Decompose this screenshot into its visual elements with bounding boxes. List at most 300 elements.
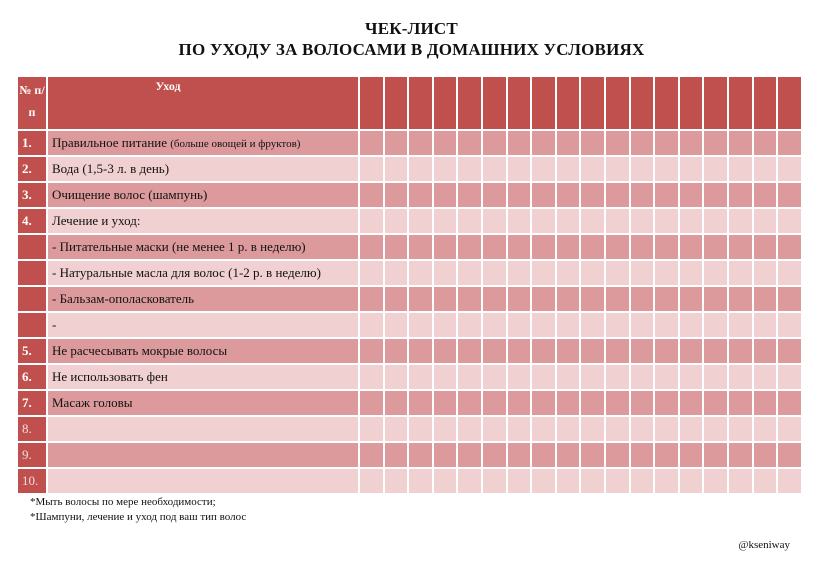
checkbox-cell[interactable] (360, 287, 383, 311)
checkbox-cell[interactable] (458, 287, 481, 311)
checkbox-cell[interactable] (778, 417, 801, 441)
checkbox-cell[interactable] (778, 157, 801, 181)
checkbox-cell[interactable] (409, 339, 432, 363)
checkbox-cell[interactable] (385, 287, 408, 311)
checkbox-cell[interactable] (360, 443, 383, 467)
care-item-text: Правильное питание (52, 135, 168, 150)
checkbox-cell[interactable] (508, 469, 531, 493)
checkbox-cell[interactable] (532, 469, 555, 493)
checkbox-cell[interactable] (360, 235, 383, 259)
checkbox-cell[interactable] (680, 469, 703, 493)
checkbox-cell[interactable] (655, 157, 678, 181)
checkbox-cell[interactable] (360, 391, 383, 415)
checkbox-cell[interactable] (631, 287, 654, 311)
checkbox-cell[interactable] (557, 131, 580, 155)
checkbox-cell[interactable] (557, 157, 580, 181)
checkbox-cell[interactable] (655, 287, 678, 311)
header-day-cell (385, 77, 408, 129)
checkbox-cell[interactable] (754, 235, 777, 259)
checkbox-cell[interactable] (729, 443, 752, 467)
checkbox-cell[interactable] (532, 417, 555, 441)
checkbox-cell[interactable] (655, 391, 678, 415)
checkbox-cell[interactable] (606, 469, 629, 493)
checkbox-cell[interactable] (458, 235, 481, 259)
checkbox-cell[interactable] (778, 235, 801, 259)
checkbox-cell[interactable] (483, 469, 506, 493)
checkbox-cell[interactable] (729, 365, 752, 389)
checkbox-cell[interactable] (606, 391, 629, 415)
title-line-2: ПО УХОДУ ЗА ВОЛОСАМИ В ДОМАШНИХ УСЛОВИЯХ (178, 40, 645, 59)
row-number: 5. (18, 339, 46, 363)
checkbox-cell[interactable] (385, 391, 408, 415)
checkbox-cell[interactable] (434, 339, 457, 363)
table-row (18, 339, 801, 363)
checkbox-cell[interactable] (458, 313, 481, 337)
checkbox-cell[interactable] (754, 157, 777, 181)
checkbox-cell[interactable] (729, 209, 752, 233)
checklist-table (16, 75, 803, 495)
checkbox-cell[interactable] (557, 443, 580, 467)
checkbox-cell[interactable] (655, 183, 678, 207)
checkbox-cell[interactable] (360, 183, 383, 207)
care-item-text: Вода (1,5-3 л. в день) (52, 161, 170, 176)
checkbox-cell[interactable] (458, 339, 481, 363)
checkbox-cell[interactable] (508, 313, 531, 337)
checkbox-cell[interactable] (631, 183, 654, 207)
checkbox-cell[interactable] (778, 469, 801, 493)
checkbox-cell[interactable] (729, 313, 752, 337)
checkbox-cell[interactable] (581, 183, 604, 207)
checkbox-cell[interactable] (655, 365, 678, 389)
checkbox-cell[interactable] (360, 157, 383, 181)
checkbox-cell[interactable] (778, 391, 801, 415)
checkbox-cell[interactable] (360, 313, 383, 337)
checkbox-cell[interactable] (606, 339, 629, 363)
checkbox-cell[interactable] (532, 235, 555, 259)
checkbox-cell[interactable] (483, 443, 506, 467)
care-item-note: (больше овощей и фруктов) (170, 138, 301, 150)
checkbox-cell[interactable] (704, 417, 727, 441)
checkbox-cell[interactable] (508, 157, 531, 181)
checkbox-cell[interactable] (680, 287, 703, 311)
checkbox-cell[interactable] (508, 209, 531, 233)
checkbox-cell[interactable] (754, 183, 777, 207)
checkbox-cell[interactable] (385, 443, 408, 467)
checkbox-cell[interactable] (409, 365, 432, 389)
checkbox-cell[interactable] (360, 469, 383, 493)
checkbox-cell[interactable] (508, 417, 531, 441)
checkbox-cell[interactable] (754, 209, 777, 233)
header-day-cell (434, 77, 457, 129)
header-day-cell (409, 77, 432, 129)
checkbox-cell[interactable] (729, 417, 752, 441)
footnotes (30, 495, 246, 525)
checkbox-cell[interactable] (409, 183, 432, 207)
checkbox-cell[interactable] (778, 365, 801, 389)
checkbox-cell[interactable] (680, 261, 703, 285)
checkbox-cell[interactable] (483, 131, 506, 155)
checkbox-cell[interactable] (434, 131, 457, 155)
checkbox-cell[interactable] (434, 261, 457, 285)
row-care-item (48, 157, 358, 181)
table-row (18, 157, 801, 181)
care-item-text: - (52, 317, 57, 332)
checkbox-cell[interactable] (581, 443, 604, 467)
checkbox-cell[interactable] (655, 443, 678, 467)
checkbox-cell[interactable] (458, 417, 481, 441)
checkbox-cell[interactable] (729, 183, 752, 207)
checkbox-cell[interactable] (778, 131, 801, 155)
checkbox-cell[interactable] (508, 365, 531, 389)
checkbox-cell[interactable] (778, 261, 801, 285)
checkbox-cell[interactable] (754, 391, 777, 415)
table-row (18, 131, 801, 155)
checkbox-cell[interactable] (434, 469, 457, 493)
header-day-cell (680, 77, 703, 129)
checkbox-cell[interactable] (385, 209, 408, 233)
checkbox-cell[interactable] (729, 261, 752, 285)
header-day-cell (483, 77, 506, 129)
checkbox-cell[interactable] (704, 287, 727, 311)
checkbox-cell[interactable] (409, 131, 432, 155)
checkbox-cell[interactable] (606, 235, 629, 259)
checkbox-cell[interactable] (483, 183, 506, 207)
row-care-item (48, 131, 358, 155)
checkbox-cell[interactable] (557, 365, 580, 389)
checkbox-cell[interactable] (434, 209, 457, 233)
checkbox-cell[interactable] (409, 417, 432, 441)
checkbox-cell[interactable] (680, 391, 703, 415)
checkbox-cell[interactable] (655, 209, 678, 233)
checkbox-cell[interactable] (483, 339, 506, 363)
checkbox-cell[interactable] (409, 313, 432, 337)
checkbox-cell[interactable] (606, 443, 629, 467)
checkbox-cell[interactable] (704, 469, 727, 493)
checkbox-cell[interactable] (360, 261, 383, 285)
checkbox-cell[interactable] (704, 261, 727, 285)
checkbox-cell[interactable] (557, 339, 580, 363)
checkbox-cell[interactable] (581, 131, 604, 155)
checkbox-cell[interactable] (409, 391, 432, 415)
checkbox-cell[interactable] (704, 313, 727, 337)
checkbox-cell[interactable] (655, 339, 678, 363)
checkbox-cell[interactable] (385, 235, 408, 259)
checkbox-cell[interactable] (360, 365, 383, 389)
checkbox-cell[interactable] (754, 469, 777, 493)
checkbox-cell[interactable] (631, 417, 654, 441)
table-row (18, 313, 801, 337)
table-header-row (18, 77, 801, 129)
header-day-cell (360, 77, 383, 129)
checkbox-cell[interactable] (434, 183, 457, 207)
checkbox-cell[interactable] (557, 417, 580, 441)
checkbox-cell[interactable] (458, 209, 481, 233)
checkbox-cell[interactable] (360, 131, 383, 155)
checkbox-cell[interactable] (631, 209, 654, 233)
checkbox-cell[interactable] (483, 157, 506, 181)
care-item-text: Очищение волос (шампунь) (52, 187, 208, 202)
checkbox-cell[interactable] (606, 365, 629, 389)
checkbox-cell[interactable] (581, 365, 604, 389)
checkbox-cell[interactable] (483, 261, 506, 285)
checkbox-cell[interactable] (458, 131, 481, 155)
row-care-item (48, 339, 358, 363)
checkbox-cell[interactable] (409, 469, 432, 493)
checkbox-cell[interactable] (458, 365, 481, 389)
checkbox-cell[interactable] (754, 417, 777, 441)
checkbox-cell[interactable] (434, 391, 457, 415)
checkbox-cell[interactable] (434, 313, 457, 337)
checkbox-cell[interactable] (409, 443, 432, 467)
checkbox-cell[interactable] (532, 391, 555, 415)
checkbox-cell[interactable] (581, 391, 604, 415)
checkbox-cell[interactable] (581, 235, 604, 259)
checkbox-cell[interactable] (508, 443, 531, 467)
care-item-text: - Натуральные масла для волос (1-2 р. в неделю) (52, 265, 321, 280)
checkbox-cell[interactable] (631, 157, 654, 181)
checkbox-cell[interactable] (729, 391, 752, 415)
checkbox-cell[interactable] (458, 261, 481, 285)
checkbox-cell[interactable] (631, 391, 654, 415)
checkbox-cell[interactable] (508, 131, 531, 155)
checkbox-cell[interactable] (581, 339, 604, 363)
checkbox-cell[interactable] (532, 313, 555, 337)
checkbox-cell[interactable] (557, 469, 580, 493)
checkbox-cell[interactable] (680, 157, 703, 181)
checkbox-cell[interactable] (631, 339, 654, 363)
checkbox-cell[interactable] (606, 157, 629, 181)
checkbox-cell[interactable] (557, 209, 580, 233)
checkbox-cell[interactable] (385, 313, 408, 337)
checkbox-cell[interactable] (532, 131, 555, 155)
checkbox-cell[interactable] (385, 183, 408, 207)
checkbox-cell[interactable] (655, 417, 678, 441)
checkbox-cell[interactable] (508, 391, 531, 415)
checkbox-cell[interactable] (606, 183, 629, 207)
table-row (18, 469, 801, 493)
checkbox-cell[interactable] (680, 365, 703, 389)
checkbox-cell[interactable] (434, 417, 457, 441)
row-care-item (48, 287, 358, 311)
checkbox-cell[interactable] (532, 157, 555, 181)
checkbox-cell[interactable] (532, 209, 555, 233)
checkbox-cell[interactable] (631, 443, 654, 467)
checkbox-cell[interactable] (606, 417, 629, 441)
checkbox-cell[interactable] (483, 313, 506, 337)
checkbox-cell[interactable] (458, 157, 481, 181)
checkbox-cell[interactable] (532, 339, 555, 363)
checkbox-cell[interactable] (409, 287, 432, 311)
checkbox-cell[interactable] (557, 183, 580, 207)
checkbox-cell[interactable] (581, 261, 604, 285)
row-care-item (48, 365, 358, 389)
checkbox-cell[interactable] (680, 209, 703, 233)
checkbox-cell[interactable] (655, 261, 678, 285)
checkbox-cell[interactable] (483, 365, 506, 389)
checkbox-cell[interactable] (631, 313, 654, 337)
checkbox-cell[interactable] (385, 339, 408, 363)
checkbox-cell[interactable] (409, 261, 432, 285)
checkbox-cell[interactable] (729, 131, 752, 155)
checkbox-cell[interactable] (360, 417, 383, 441)
care-item-text: Не использовать фен (52, 369, 168, 384)
footnote-2: *Шампуни, лечение и уход под ваш тип волос (30, 511, 247, 523)
checkbox-cell[interactable] (581, 209, 604, 233)
checkbox-cell[interactable] (606, 261, 629, 285)
checkbox-cell[interactable] (458, 443, 481, 467)
checkbox-cell[interactable] (680, 443, 703, 467)
checkbox-cell[interactable] (631, 235, 654, 259)
checkbox-cell[interactable] (557, 287, 580, 311)
checkbox-cell[interactable] (655, 235, 678, 259)
row-care-item (48, 391, 358, 415)
checkbox-cell[interactable] (680, 235, 703, 259)
checkbox-cell[interactable] (704, 131, 727, 155)
checkbox-cell[interactable] (704, 209, 727, 233)
checkbox-cell[interactable] (581, 313, 604, 337)
row-number: 10. (18, 469, 46, 493)
checkbox-cell[interactable] (729, 339, 752, 363)
checkbox-cell[interactable] (483, 287, 506, 311)
checkbox-cell[interactable] (532, 183, 555, 207)
checkbox-cell[interactable] (360, 209, 383, 233)
checkbox-cell[interactable] (704, 183, 727, 207)
table-row (18, 417, 801, 441)
checkbox-cell[interactable] (557, 391, 580, 415)
checkbox-cell[interactable] (385, 157, 408, 181)
checkbox-cell[interactable] (360, 339, 383, 363)
checkbox-cell[interactable] (581, 287, 604, 311)
header-day-cell (532, 77, 555, 129)
checkbox-cell[interactable] (754, 339, 777, 363)
row-number (18, 313, 46, 337)
checkbox-cell[interactable] (606, 131, 629, 155)
checkbox-cell[interactable] (532, 261, 555, 285)
checkbox-cell[interactable] (704, 339, 727, 363)
author-signature: @kseniway (738, 539, 790, 551)
checkbox-cell[interactable] (434, 157, 457, 181)
checkbox-cell[interactable] (508, 183, 531, 207)
checkbox-cell[interactable] (704, 443, 727, 467)
header-day-cell (581, 77, 604, 129)
row-care-item (48, 313, 358, 337)
checkbox-cell[interactable] (508, 261, 531, 285)
checkbox-cell[interactable] (729, 469, 752, 493)
checkbox-cell[interactable] (778, 209, 801, 233)
row-care-item (48, 235, 358, 259)
checkbox-cell[interactable] (754, 261, 777, 285)
checkbox-cell[interactable] (532, 287, 555, 311)
checkbox-cell[interactable] (754, 131, 777, 155)
checkbox-cell[interactable] (385, 365, 408, 389)
checkbox-cell[interactable] (680, 313, 703, 337)
checkbox-cell[interactable] (508, 339, 531, 363)
checkbox-cell[interactable] (385, 261, 408, 285)
row-number (18, 287, 46, 311)
checkbox-cell[interactable] (606, 287, 629, 311)
checkbox-cell[interactable] (508, 235, 531, 259)
row-care-item (48, 183, 358, 207)
checkbox-cell[interactable] (557, 313, 580, 337)
checkbox-cell[interactable] (704, 365, 727, 389)
checkbox-cell[interactable] (631, 131, 654, 155)
row-care-item (48, 417, 358, 441)
checkbox-cell[interactable] (754, 365, 777, 389)
checkbox-cell[interactable] (385, 131, 408, 155)
checkbox-cell[interactable] (754, 443, 777, 467)
checkbox-cell[interactable] (483, 417, 506, 441)
checkbox-cell[interactable] (680, 183, 703, 207)
checkbox-cell[interactable] (754, 313, 777, 337)
checkbox-cell[interactable] (778, 443, 801, 467)
checkbox-cell[interactable] (606, 313, 629, 337)
checkbox-cell[interactable] (409, 157, 432, 181)
checkbox-cell[interactable] (655, 131, 678, 155)
checkbox-cell[interactable] (557, 235, 580, 259)
checkbox-cell[interactable] (655, 469, 678, 493)
checkbox-cell[interactable] (434, 365, 457, 389)
checkbox-cell[interactable] (778, 339, 801, 363)
checkbox-cell[interactable] (655, 313, 678, 337)
checkbox-cell[interactable] (729, 287, 752, 311)
checkbox-cell[interactable] (458, 183, 481, 207)
checkbox-cell[interactable] (409, 209, 432, 233)
checkbox-cell[interactable] (557, 261, 580, 285)
checkbox-cell[interactable] (778, 287, 801, 311)
checkbox-cell[interactable] (508, 287, 531, 311)
checkbox-cell[interactable] (434, 235, 457, 259)
checkbox-cell[interactable] (778, 313, 801, 337)
checkbox-cell[interactable] (581, 469, 604, 493)
checkbox-cell[interactable] (483, 209, 506, 233)
checkbox-cell[interactable] (385, 417, 408, 441)
checkbox-cell[interactable] (704, 157, 727, 181)
checkbox-cell[interactable] (704, 235, 727, 259)
table-row (18, 261, 801, 285)
checkbox-cell[interactable] (581, 157, 604, 181)
header-day-cell (606, 77, 629, 129)
checkbox-cell[interactable] (458, 391, 481, 415)
checkbox-cell[interactable] (631, 365, 654, 389)
checkbox-cell[interactable] (458, 469, 481, 493)
checkbox-cell[interactable] (409, 235, 432, 259)
checkbox-cell[interactable] (754, 287, 777, 311)
checkbox-cell[interactable] (680, 339, 703, 363)
header-day-cell (508, 77, 531, 129)
checkbox-cell[interactable] (729, 157, 752, 181)
checkbox-cell[interactable] (680, 131, 703, 155)
checkbox-cell[interactable] (532, 443, 555, 467)
page-title (0, 18, 823, 60)
checkbox-cell[interactable] (704, 391, 727, 415)
checkbox-cell[interactable] (483, 235, 506, 259)
checkbox-cell[interactable] (631, 261, 654, 285)
row-number: 2. (18, 157, 46, 181)
checkbox-cell[interactable] (631, 469, 654, 493)
checkbox-cell[interactable] (606, 209, 629, 233)
checkbox-cell[interactable] (729, 235, 752, 259)
row-number (18, 235, 46, 259)
checkbox-cell[interactable] (434, 287, 457, 311)
checkbox-cell[interactable] (680, 417, 703, 441)
checkbox-cell[interactable] (434, 443, 457, 467)
row-care-item (48, 209, 358, 233)
checkbox-cell[interactable] (385, 469, 408, 493)
checkbox-cell[interactable] (483, 391, 506, 415)
checkbox-cell[interactable] (532, 365, 555, 389)
checkbox-cell[interactable] (581, 417, 604, 441)
checkbox-cell[interactable] (778, 183, 801, 207)
